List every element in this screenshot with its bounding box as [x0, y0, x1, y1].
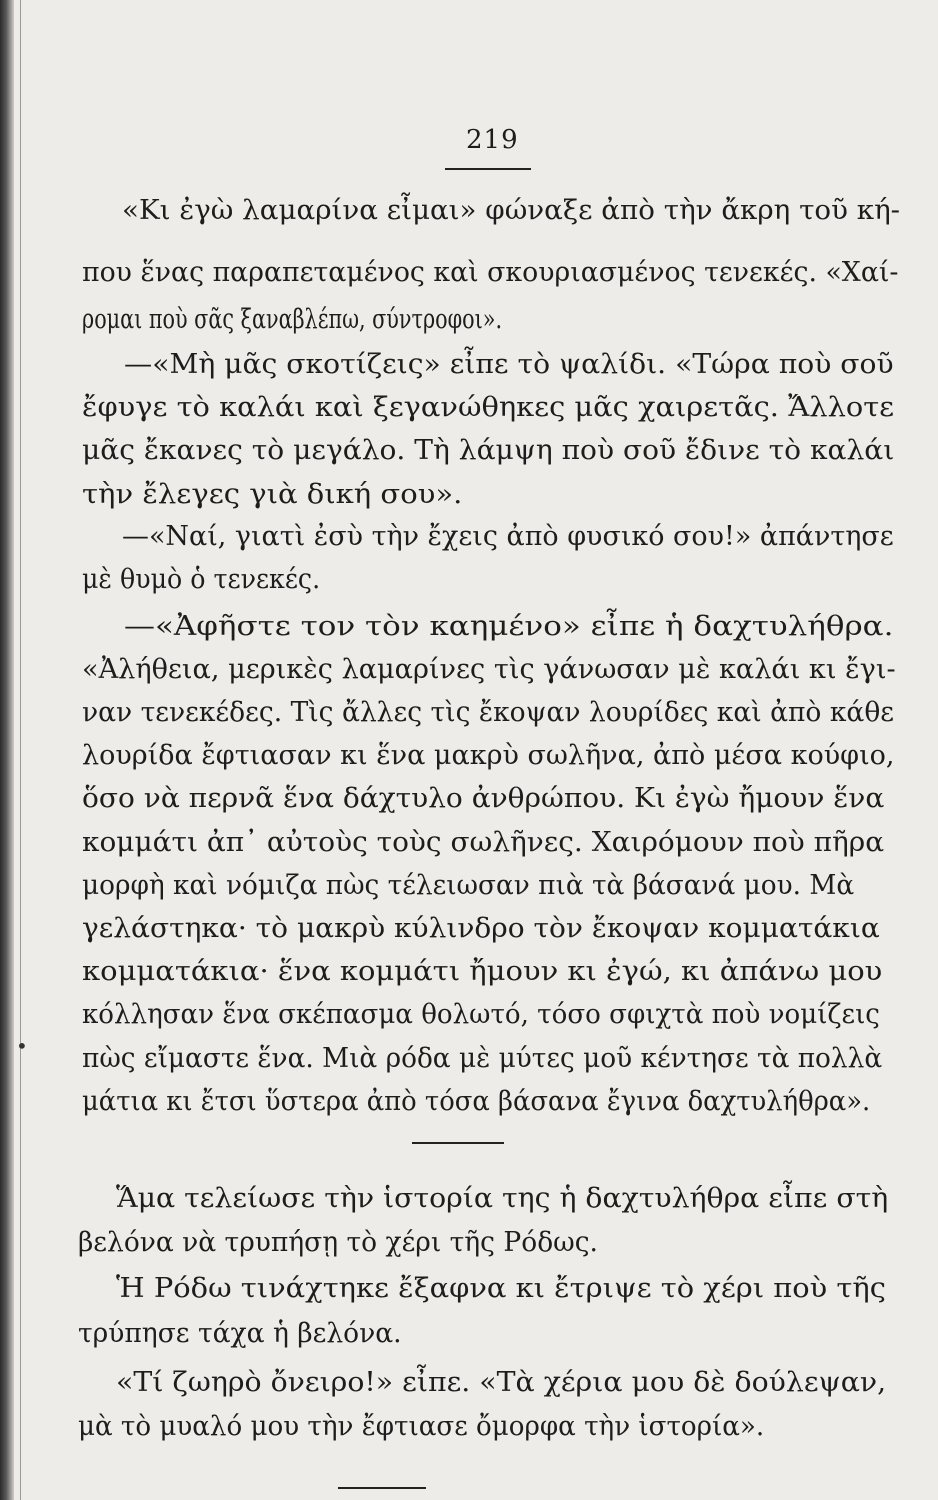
text-line: Ἅμα τελείωσε τὴν ἱστορία της ἡ δαχτυλήθρα εἶπε στὴ: [116, 1182, 889, 1214]
text-line: «Τί ζωηρὸ ὄνειρο!» εἶπε. «Τὰ χέρια μου δὲ δούλεψαν,: [116, 1366, 887, 1398]
text-line: «Ἀλήθεια, μερικὲς λαμαρίνες τὶς γάνωσαν μὲ καλάι κι ἔγι-: [82, 653, 896, 685]
text-line: ὅσο νὰ περνᾶ ἕνα δάχτυλο ἀνθρώπου. Κι ἐγὼ ἤμουν ἕνα: [82, 782, 885, 814]
text-line: πὼς εἴμαστε ἕνα. Μιὰ ρόδα μὲ μύτες μοῦ κέντησε τὰ πολλὰ: [82, 1042, 883, 1074]
text-line: Ἡ Ρόδω τινάχτηκε ἔξαφνα κι ἔτριψε τὸ χέρι ποὺ τῆς: [116, 1272, 886, 1304]
text-line: «Κι ἐγὼ λαμαρίνα εἶμαι» φώναξε ἀπὸ τὴν ἄκρη τοῦ κή-: [122, 194, 901, 226]
text-line: —«Μὴ μᾶς σκοτίζεις» εἶπε τὸ ψαλίδι. «Τώρα ποὺ σοῦ: [124, 348, 894, 380]
text-line: —«Ἀφῆστε τον τὸν καημένο» εἶπε ἡ δαχτυλήθρα.: [124, 610, 894, 642]
end-rule: [338, 1487, 426, 1489]
text-line: ἔφυγε τὸ καλάι καὶ ξεγανώθηκες μᾶς χαιρετᾶς. Ἄλλοτε: [82, 391, 895, 423]
text-line: μᾶς ἔκανες τὸ μεγάλο. Τὴ λάμψη ποὺ σοῦ ἔδινε τὸ καλάι: [82, 434, 895, 466]
text-line: μὰ τὸ μυαλό μου τὴν ἔφτιασε ὄμορφα τὴν ἱστορία».: [78, 1410, 765, 1442]
text-line: λουρίδα ἔφτιασαν κι ἕνα μακρὺ σωλῆνα, ἀπὸ μέσα κούφιο,: [82, 739, 895, 771]
text-line: ναν τενεκέδες. Τὶς ἄλλες τὶς ἔκοψαν λουρίδες καὶ ἀπὸ κάθε: [82, 696, 895, 728]
text-line: μορφὴ καὶ νόμιζα πὼς τέλειωσαν πιὰ τὰ βάσανά μου. Μὰ: [82, 869, 855, 901]
text-line: ρομαι ποὺ σᾶς ξαναβλέπω, σύντροφοι».: [82, 303, 503, 335]
text-line: μὲ θυμὸ ὁ τενεκές.: [82, 563, 321, 595]
text-line: τὴν ἔλεγες γιὰ δική σου».: [82, 478, 463, 510]
text-line: βελόνα νὰ τρυπήσῃ τὸ χέρι τῆς Ρόδως.: [78, 1226, 598, 1258]
page-number: 219: [466, 125, 519, 155]
text-line: κομμάτι ἀπ᾽ αὐτοὺς τοὺς σωλῆνες. Χαιρόμουν ποὺ πῆρα: [82, 826, 885, 858]
text-line: κόλλησαν ἕνα σκέπασμα θολωτό, τόσο σφιχτὰ ποὺ νομίζεις: [82, 998, 880, 1030]
text-line: γελάστηκα· τὸ μακρὺ κύλινδρο τὸν ἔκοψαν κομματάκια: [82, 912, 880, 944]
text-line: μάτια κι ἔτσι ὕστερα ἀπὸ τόσα βάσανα ἔγινα δαχτυλήθρα».: [82, 1085, 871, 1117]
section-divider: [412, 1142, 504, 1144]
margin-dot: •: [16, 1034, 28, 1058]
text-line: που ἕνας παραπεταμένος καὶ σκουριασμένος τενεκές. «Χαί-: [82, 256, 899, 288]
text-line: κομματάκια· ἕνα κομμάτι ἤμουν κι ἐγώ, κι ἀπάνω μου: [82, 955, 883, 987]
text-line: τρύπησε τάχα ἡ βελόνα.: [78, 1317, 402, 1349]
text-line: —«Ναί, γιατὶ ἐσὺ τὴν ἔχεις ἀπὸ φυσικό σου!» ἀπάντησε: [122, 520, 894, 552]
